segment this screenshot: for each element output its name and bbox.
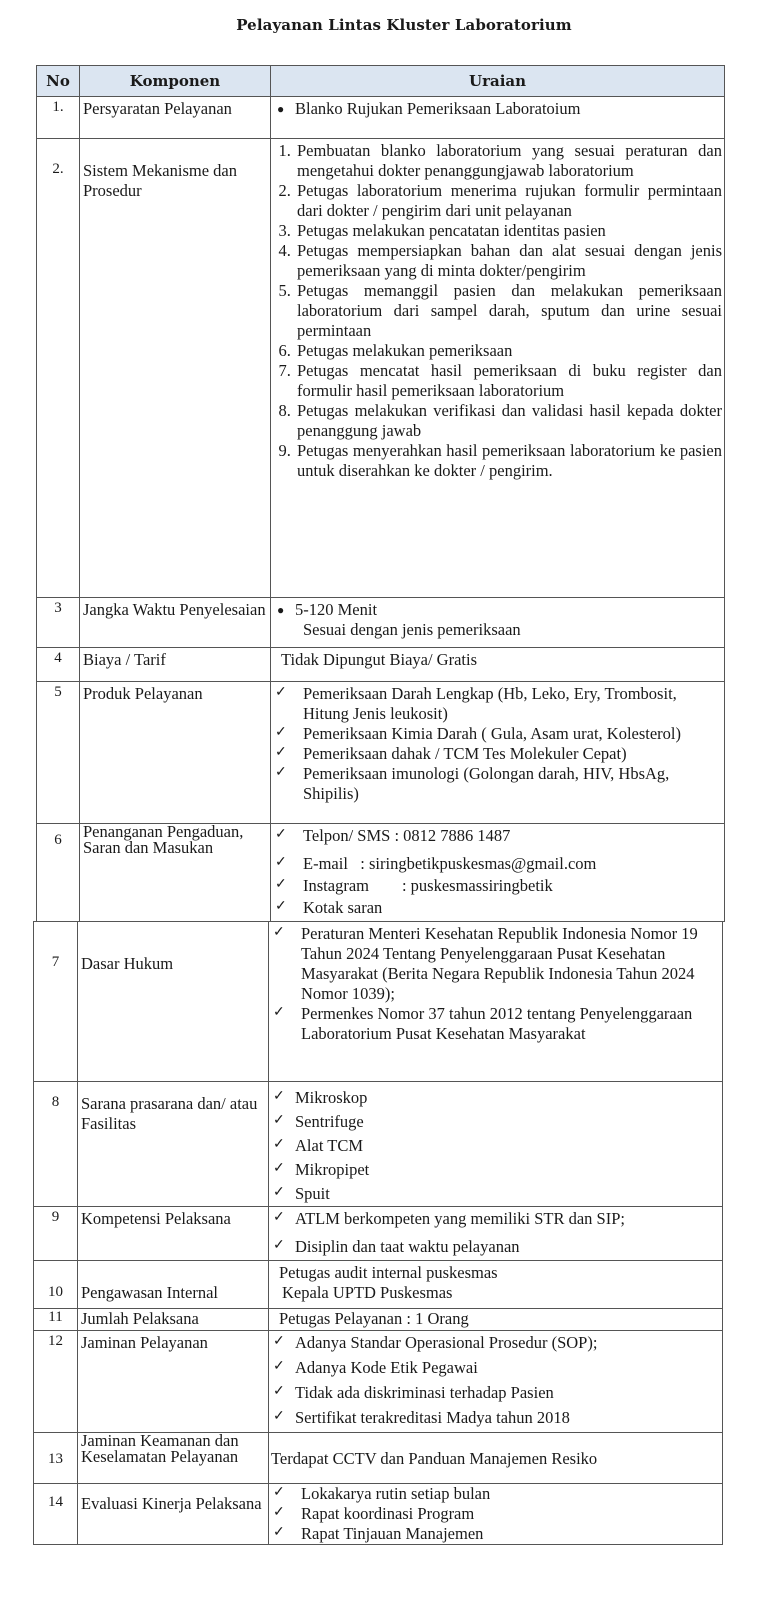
- list-item: ✓ Pemeriksaan dahak / TCM Tes Molekuler Cepat): [275, 744, 627, 763]
- list-item: 8. Petugas melakukan verifikasi dan validasi hasil kepada dokter penanggung jawab: [295, 401, 722, 441]
- row-number: 10: [34, 1261, 78, 1309]
- checkmark-icon: ✓: [275, 725, 287, 740]
- row-number: 8: [34, 1082, 78, 1207]
- list-item: ✓ Lokakarya rutin setiap bulan: [273, 1484, 491, 1503]
- row-number: 6: [37, 824, 80, 922]
- bullet-dot-icon: ●: [277, 102, 285, 116]
- row-number: 2.: [37, 139, 80, 598]
- checkmark-icon: ✓: [275, 765, 287, 780]
- note-text: Sesuai dengan jenis pemeriksaan: [303, 620, 521, 639]
- header-no: No: [37, 66, 80, 97]
- list-item: ✓ Tidak ada diskriminasi terhadap Pasien: [271, 1380, 720, 1405]
- table-row: [34, 1261, 723, 1309]
- list-item: ✓ Adanya Standar Operasional Prosedur (SOP);: [271, 1330, 720, 1355]
- list-item: 7. Petugas mencatat hasil pemeriksaan di buku register dan formulir hasil pemeriksaan laboratorium: [295, 361, 722, 401]
- checkmark-icon: ✓: [275, 685, 287, 700]
- row-komponen: Biaya / Tarif: [80, 648, 271, 682]
- row-komponen: Jaminan Keamanan dan Keselamatan Pelayanan: [78, 1433, 269, 1484]
- row-number: 13: [34, 1433, 78, 1484]
- row-komponen: Pengawasan Internal: [78, 1261, 269, 1309]
- row-komponen: Jangka Waktu Penyelesaian: [80, 598, 271, 648]
- header-komponen: Komponen: [80, 66, 271, 97]
- checkmark-icon: ✓: [275, 745, 287, 760]
- checkmark-icon: ✓: [275, 899, 287, 914]
- checkmark-icon: ✓: [273, 1161, 285, 1176]
- row-number: 11: [34, 1309, 78, 1331]
- row-uraian: [271, 139, 725, 598]
- list-item: 9. Petugas menyerahkan hasil pemeriksaan laboratorium ke pasien untuk diserahkan ke dokter / pengirim.: [295, 441, 722, 481]
- checkmark-icon: ✓: [273, 1525, 285, 1540]
- list-item: ✓ Rapat Tinjauan Manajemen: [273, 1524, 484, 1543]
- checkmark-icon: ✓: [273, 1210, 285, 1225]
- checkmark-icon: ✓: [273, 1409, 285, 1424]
- checkmark-icon: ✓: [273, 1505, 285, 1520]
- row-komponen: Evaluasi Kinerja Pelaksana: [78, 1484, 269, 1545]
- table-row: [34, 1207, 723, 1261]
- row-uraian: Petugas Pelayanan : 1 Orang: [269, 1309, 723, 1331]
- list-item: ✓ Instagram : puskesmassiringbetik: [275, 876, 553, 895]
- list-item: ✓ Pemeriksaan Kimia Darah ( Gula, Asam urat, Kolesterol): [275, 724, 682, 743]
- checkmark-icon: ✓: [275, 827, 287, 842]
- row-number: 5: [37, 682, 80, 824]
- row-uraian: Terdapat CCTV dan Panduan Manajemen Resiko: [269, 1433, 723, 1484]
- list-item: ✓ E-mail : siringbetikpuskesmas@gmail.com: [275, 854, 597, 873]
- list-item: ✓ Rapat koordinasi Program: [273, 1504, 475, 1523]
- checkmark-icon: ✓: [273, 1185, 285, 1200]
- table-row: [37, 824, 725, 922]
- list-item: ✓ Sertifikat terakreditasi Madya tahun 2018: [271, 1405, 720, 1430]
- checkmark-icon: ✓: [273, 1334, 285, 1349]
- table-row: [37, 139, 725, 598]
- row-uraian: [269, 1207, 723, 1261]
- row-uraian: [271, 824, 725, 922]
- table-row: [34, 922, 723, 1082]
- row-uraian: [271, 97, 725, 139]
- list-item: 5. Petugas memanggil pasien dan melakukan pemeriksaan laboratorium dari sampel darah, sputum dan urine sesuai permintaan: [295, 281, 722, 341]
- checkmark-icon: ✓: [273, 1485, 285, 1500]
- checkmark-icon: ✓: [275, 855, 287, 870]
- row-komponen: Penanganan Pengaduan, Saran dan Masukan: [80, 824, 271, 922]
- document-title: Pelayanan Lintas Kluster Laboratorium: [236, 16, 572, 34]
- list-item: ✓ ATLM berkompeten yang memiliki STR dan SIP;: [273, 1209, 625, 1228]
- list-item: ✓ Sentrifuge: [271, 1110, 720, 1134]
- row-uraian: [269, 1082, 723, 1207]
- list-item: ✓ Adanya Kode Etik Pegawai: [271, 1355, 720, 1380]
- header-uraian: Uraian: [271, 66, 725, 97]
- table-row: [37, 648, 725, 682]
- checkmark-icon: ✓: [273, 1238, 285, 1253]
- row-komponen: Persyaratan Pelayanan: [80, 97, 271, 139]
- row-komponen: Dasar Hukum: [78, 922, 269, 1082]
- service-table-part-2: [33, 921, 723, 1545]
- list-item: ✓ Mikropipet: [271, 1158, 720, 1182]
- text-line: Kepala UPTD Puskesmas: [282, 1283, 453, 1302]
- checkmark-icon: ✓: [273, 1384, 285, 1399]
- checkmark-icon: ✓: [275, 877, 287, 892]
- row-uraian: [271, 682, 725, 824]
- table-row: [34, 1331, 723, 1433]
- row-uraian: [269, 1331, 723, 1433]
- row-number: 12: [34, 1331, 78, 1433]
- row-uraian: [269, 1261, 723, 1309]
- list-item: 3. Petugas melakukan pencatatan identitas pasien: [295, 221, 722, 241]
- list-item: ✓ Alat TCM: [271, 1134, 720, 1158]
- row-number: 4: [37, 648, 80, 682]
- row-komponen: Jaminan Pelayanan: [78, 1331, 269, 1433]
- service-table-part-1: [36, 65, 725, 922]
- checkmark-icon: ✓: [273, 1113, 285, 1128]
- row-uraian: [269, 922, 723, 1082]
- row-komponen: Jumlah Pelaksana: [78, 1309, 269, 1331]
- table-row: [34, 1082, 723, 1207]
- table-header-row: [37, 66, 725, 97]
- table-row: [37, 598, 725, 648]
- row-number: 14: [34, 1484, 78, 1545]
- list-item: ✓ Pemeriksaan imunologi (Golongan darah, HIV, HbsAg, Shipilis): [275, 764, 670, 803]
- row-number: 1.: [37, 97, 80, 139]
- table-row: [34, 1484, 723, 1545]
- table-row: [37, 682, 725, 824]
- checkmark-icon: ✓: [273, 1089, 285, 1104]
- list-item: 2. Petugas laboratorium menerima rujukan formulir permintaan dari dokter / pengirim dari unit pelayanan: [295, 181, 722, 221]
- list-item: ● 5-120 Menit: [277, 600, 378, 619]
- row-uraian: Tidak Dipungut Biaya/ Gratis: [271, 648, 725, 682]
- list-item: ✓ Peraturan Menteri Kesehatan Republik Indonesia Nomor 19 Tahun 2024 Tentang Penyelenggaraan Pusat Kesehatan Masyarakat (Berita Negara Republik Indonesia Tahun 2024 Nomor 1039);: [273, 924, 698, 1003]
- row-komponen: Produk Pelayanan: [80, 682, 271, 824]
- row-number: 7: [34, 922, 78, 1082]
- list-item: ✓ Permenkes Nomor 37 tahun 2012 tentang Penyelenggaraan Laboratorium Pusat Kesehatan Masyarakat: [273, 1004, 693, 1043]
- list-item: ✓ Telpon/ SMS : 0812 7886 1487: [275, 826, 511, 845]
- row-number: 3: [37, 598, 80, 648]
- list-item: ✓ Spuit: [271, 1182, 720, 1206]
- row-uraian: [269, 1484, 723, 1545]
- checkmark-icon: ✓: [273, 1005, 285, 1020]
- list-item: ✓ Pemeriksaan Darah Lengkap (Hb, Leko, Ery, Trombosit, Hitung Jenis leukosit): [275, 684, 677, 723]
- list-item: 4. Petugas mempersiapkan bahan dan alat sesuai dengan jenis pemeriksaan yang di minta dokter/pengirim: [295, 241, 722, 281]
- row-number: 9: [34, 1207, 78, 1261]
- list-item: ● Blanko Rujukan Pemeriksaan Laboratoium: [277, 99, 581, 118]
- list-item: 1. Pembuatan blanko laboratorium yang sesuai peraturan dan mengetahui dokter penanggungjawab laboratorium: [295, 141, 722, 181]
- row-komponen: Kompetensi Pelaksana: [78, 1207, 269, 1261]
- list-item: ✓ Disiplin dan taat waktu pelayanan: [273, 1237, 520, 1256]
- table-row: [37, 97, 725, 139]
- list-item: ✓ Kotak saran: [275, 898, 383, 917]
- row-komponen: Sistem Mekanisme dan Prosedur: [80, 139, 271, 598]
- list-item: ✓ Mikroskop: [271, 1086, 720, 1110]
- table-row: [34, 1309, 723, 1331]
- table-row: [34, 1433, 723, 1484]
- bullet-dot-icon: ●: [277, 603, 285, 617]
- checkmark-icon: ✓: [273, 925, 285, 940]
- list-item: 6. Petugas melakukan pemeriksaan: [295, 341, 722, 361]
- checkmark-icon: ✓: [273, 1137, 285, 1152]
- row-uraian: [271, 598, 725, 648]
- row-komponen: Sarana prasarana dan/ atau Fasilitas: [78, 1082, 269, 1207]
- text-line: Petugas audit internal puskesmas: [279, 1263, 498, 1282]
- checkmark-icon: ✓: [273, 1359, 285, 1374]
